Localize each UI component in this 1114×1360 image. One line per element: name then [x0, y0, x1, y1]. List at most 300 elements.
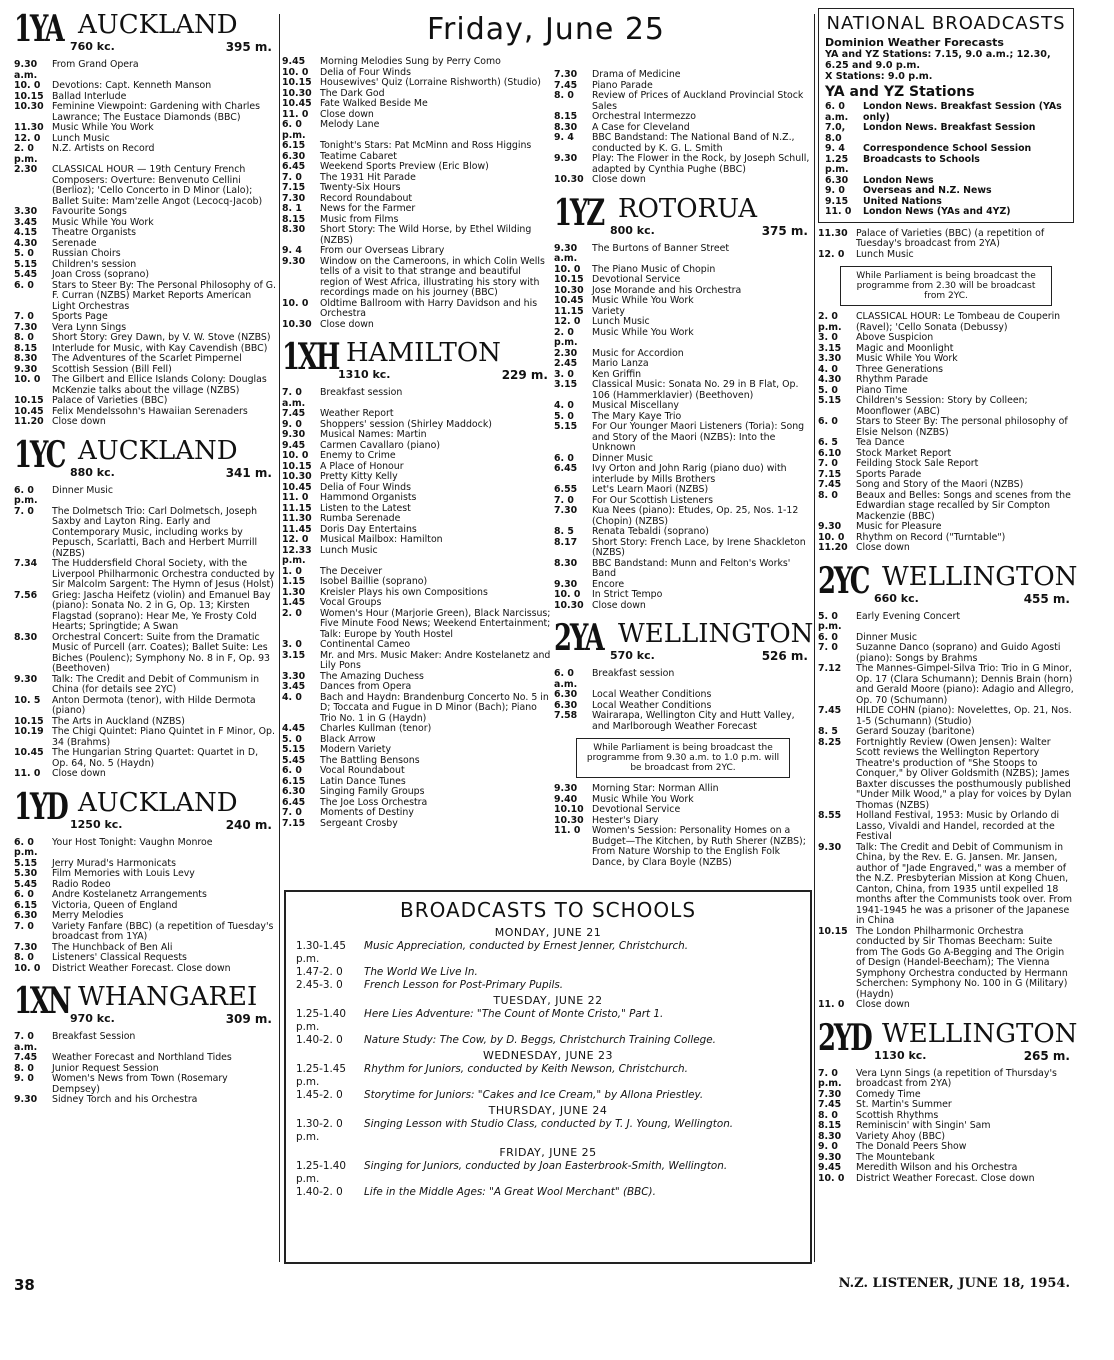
programme-time: 1.45: [282, 597, 306, 608]
programme-title: Moments of Destiny: [320, 807, 414, 818]
school-time: 1.47-2. 0: [296, 966, 343, 978]
programme-title: Holland Festival, 1953: Music by Orlando di Lasso, Vivaldi and Handel, recorded at the Festival: [856, 810, 1060, 842]
programme-title: Latin Dance Tunes: [320, 775, 406, 787]
programme-title: Orchestral Intermezzo: [592, 111, 696, 122]
national-broadcasts-title: NATIONAL BROADCASTS: [826, 13, 1066, 34]
programme-entry: [14, 964, 276, 975]
station-wavelength: 526 m.: [761, 649, 808, 663]
programme-entry: [282, 320, 552, 331]
programme-time: 4. 0: [282, 691, 302, 703]
programme-entry: [554, 527, 812, 538]
station-city: ROTORUA: [618, 193, 758, 224]
programme-title: Early Evening Concert: [856, 610, 960, 622]
programme-title: Meredith Wilson and his Orchestra: [856, 1162, 1018, 1173]
programme-entry: [282, 430, 552, 441]
station-frequency: 800 kc.: [610, 223, 655, 237]
school-broadcast: [296, 1008, 800, 1034]
school-subject: Rhythm for Juniors, conducted by Keith Newson, Christchurch.: [364, 1063, 688, 1075]
programme-title: Music While You Work: [592, 326, 694, 338]
station-block: [554, 617, 812, 868]
programme-title: Film Memories with Louis Levy: [52, 868, 195, 879]
programme-time: 7.58: [554, 710, 578, 721]
programme-title: The Burtons of Banner Street: [592, 242, 730, 254]
programme-title: Continental Cameo: [320, 639, 411, 650]
station-call-sign: 1YZ: [554, 191, 603, 234]
programme-time: 5. 0: [818, 384, 838, 396]
programme-time: 9.30: [554, 578, 578, 590]
programme-time: 7. 0: [282, 171, 302, 183]
programme-time: 6.30: [554, 689, 578, 700]
programme-entry: [825, 155, 1067, 176]
programme-entry: [818, 1163, 1074, 1174]
programme-time: 3.45: [282, 681, 306, 692]
school-day-heading: TUESDAY, JUNE 22: [493, 994, 603, 1007]
programme-title: Music for Pleasure: [856, 521, 942, 532]
programme-title: Radio Rodeo: [52, 878, 111, 890]
station-header: [282, 336, 552, 388]
programme-title: The Chigi Quintet: Piano Quintet in F Minor, Op. 34 (Brahms): [52, 726, 275, 748]
programme-entry: [818, 727, 1074, 738]
programme-time: 7. 0: [14, 505, 34, 517]
programme-time: 10.15: [818, 925, 848, 937]
programme-time: 3.30: [818, 353, 842, 364]
programme-entry: [818, 706, 1074, 727]
programme-time: 5.30: [14, 868, 38, 879]
programme-title: Oldtime Ballroom with Harry Davidson and his Orchestra: [320, 297, 538, 319]
page-date-title: Friday, June 25: [426, 12, 666, 47]
programme-entry: [282, 472, 552, 483]
weather-forecasts-heading: Dominion Weather Forecasts: [825, 36, 1004, 49]
programme-title: Dinner Music: [52, 484, 113, 496]
programme-title: Shoppers' session (Shirley Maddock): [320, 418, 492, 430]
programme-entry: [818, 643, 1074, 664]
programme-title: BBC Bandstand: The National Band of N.Z., conducted by K. G. L. Smith: [592, 132, 795, 154]
programme-time: 7.45: [282, 408, 306, 419]
programme-title: The Hungarian String Quartet: Quartet in D, Op. 64, No. 5 (Haydn): [52, 747, 259, 769]
station-header: [818, 1016, 1078, 1069]
programme-time: 3.30: [14, 206, 38, 217]
programme-time: 10.45: [14, 747, 44, 758]
programme-title: Lunch Music: [320, 544, 378, 556]
programme-title: Close down: [592, 174, 646, 185]
programme-list: [14, 60, 276, 428]
programme-title: Talk: The Credit and Debit of Communism in China (for details see 2YC): [52, 673, 260, 695]
programme-title: London News. Breakfast Session (YAs only): [863, 101, 1062, 123]
programme-title: St. Martin's Summer: [856, 1099, 952, 1110]
programme-time: 5.15: [282, 744, 306, 755]
programme-entry: [282, 609, 552, 641]
programme-title: Carmen Cavallaro (piano): [320, 439, 440, 451]
programme-title: Morning Melodies Sung by Perry Como: [320, 56, 501, 67]
programme-time: 8.15: [14, 342, 38, 354]
programme-title: N.Z. Artists on Record: [52, 143, 155, 154]
programme-title: Review of Prices of Auckland Provincial Stock Sales: [592, 90, 804, 112]
programme-time: 8.30: [554, 557, 578, 569]
programme-title: Devotional Service: [592, 804, 681, 815]
programme-time: 7.34: [14, 558, 38, 569]
programme-title: HILDE COHN (piano): Novelettes, Op. 21, Nos. 1-5 (Schumann) (Studio): [856, 705, 1072, 727]
programme-title: Joan Cross (soprano): [52, 269, 150, 280]
programme-entry: [818, 843, 1074, 927]
programme-entry: [554, 275, 812, 286]
programme-entry: [818, 1174, 1074, 1185]
programme-time: 11.45: [282, 523, 312, 535]
programme-time: 9. 0: [14, 1073, 34, 1084]
programme-title: Comedy Time: [856, 1088, 921, 1100]
programme-entry: [554, 805, 812, 816]
programme-entry: [818, 1000, 1074, 1011]
school-subject: Here Lies Adventure: "The Count of Monte Cristo," Part 1.: [364, 1008, 664, 1020]
programme-title: The Joe Loss Orchestra: [320, 796, 428, 808]
programme-title: The Mountebank: [856, 1151, 935, 1163]
programme-title: Close down: [856, 542, 910, 553]
programme-title: Enemy to Crime: [320, 450, 396, 461]
programme-title: Overseas and N.Z. News: [863, 185, 992, 196]
programme-time: 10.15: [14, 395, 44, 406]
programme-entry: [14, 281, 276, 313]
programme-title: Breakfast Session: [52, 1031, 136, 1042]
programme-entry: [14, 1074, 276, 1095]
programme-time: 10.10: [554, 804, 584, 815]
programme-time: 9.30: [818, 521, 842, 532]
programme-title: Ballad Interlude: [52, 90, 127, 102]
programme-title: CLASSICAL HOUR — 19th Century French Composers: Overture: Benvenuto Cellini (Berlioz); 'Cello Concerto in D Minor (Lalo); Ballet Suite: Mam'zelle Angot (Lecocq-Jacob): [52, 164, 263, 207]
programme-time: 8.15: [818, 1120, 842, 1131]
programme-title: For Our Younger Maori Listeners (Toria): Song and Story of the Maori (NZBS): Into the Unknown: [592, 421, 805, 453]
column-4: [818, 8, 1078, 1184]
programme-entry: [825, 207, 1067, 218]
programme-time: 8. 1: [282, 203, 302, 214]
station-city: AUCKLAND: [78, 10, 238, 40]
programme-entry: [554, 380, 812, 401]
school-time: 1.40-2. 0: [296, 1186, 343, 1198]
programme-entry: [14, 953, 276, 964]
programme-time: 8.17: [554, 536, 578, 548]
school-time: 1.45-2. 0: [296, 1089, 343, 1101]
programme-entry: [818, 612, 1074, 633]
school-time: 1.25-1.45 p.m.: [296, 1063, 347, 1088]
programme-title: Fate Walked Beside Me: [320, 98, 428, 109]
programme-title: Talk: The Credit and Debit of Communism in China, by the Rev. E. G. Jansen. Mr. Jansen, author of "Jade Engraved," was a member of the N.Z. Presbyterian Mission at Kong Chuen, Canton, China, from 1935 until expelled 18 months after the Communists took over. From 1941-1945 he was a prisoner of the Japanese in China: [856, 841, 1073, 926]
national-broadcasts-box: [818, 8, 1074, 223]
programme-entry: [818, 375, 1074, 386]
programme-title: Breakfast session: [592, 668, 675, 679]
school-day-heading: WEDNESDAY, JUNE 23: [482, 1049, 614, 1062]
programme-time: 7.12: [818, 663, 842, 674]
programme-entry: [282, 535, 552, 546]
station-wavelength: 455 m.: [1023, 591, 1070, 606]
programme-time: 7.56: [14, 589, 38, 601]
programme-title: Devotions: Capt. Kenneth Manson: [52, 80, 212, 91]
programme-title: Gerard Souzay (baritone): [856, 726, 975, 737]
programme-title: The Dark God: [320, 87, 385, 99]
programme-entry: [14, 633, 276, 675]
programme-title: Twenty-Six Hours: [320, 182, 401, 193]
programme-time: 8. 0: [818, 489, 838, 501]
programme-title: Play: The Flower in the Rock, by Joseph Schull, adapted by Cynthia Pughe (BBC): [592, 153, 810, 175]
programme-title: Encore: [592, 578, 625, 590]
station-header: [554, 192, 812, 244]
programme-entry: [14, 123, 276, 134]
programme-time: 6. 0 p.m.: [14, 484, 38, 506]
programme-time: 7. 0: [818, 642, 838, 653]
programme-title: Short Story: Grey Dawn, by V. W. Stove (NZBS): [52, 332, 271, 343]
programme-time: 7.45: [554, 79, 578, 91]
programme-entry: [554, 133, 812, 154]
programme-title: Modern Variety: [320, 744, 392, 755]
programme-list: [818, 1069, 1074, 1185]
programme-time: 5.15: [14, 857, 38, 869]
station-wavelength: 309 m.: [225, 1012, 272, 1026]
programme-entry: [282, 409, 552, 420]
programme-title: Vocal Roundabout: [320, 765, 405, 776]
programme-time: 2.30: [14, 164, 38, 175]
programme-time: 7. 0: [14, 311, 34, 322]
programme-entry: [14, 396, 276, 407]
page-number: 38: [14, 1276, 35, 1294]
programme-title: Music from Films: [320, 213, 399, 225]
programme-entry: [14, 486, 276, 507]
programme-time: 8.30: [282, 224, 306, 235]
programme-entry: [282, 787, 552, 798]
station-city: AUCKLAND: [78, 435, 238, 466]
programme-time: 6. 0: [282, 765, 302, 776]
programme-entry: [818, 333, 1074, 344]
programme-title: Felix Mendelssohn's Hawaiian Serenaders: [52, 405, 248, 417]
programme-time: 2.45: [554, 358, 578, 369]
station-frequency: 570 kc.: [610, 649, 655, 662]
programme-title: Morning Star: Norman Allin: [592, 783, 719, 794]
programme-title: Charles Kullman (tenor): [320, 723, 432, 734]
programme-time: 5. 0: [14, 248, 34, 259]
programme-time: 5.45: [14, 269, 38, 280]
programme-time: 6.45: [282, 161, 306, 172]
station-frequency: 760 kc.: [70, 40, 115, 53]
programme-entry: [14, 869, 276, 880]
programme-entry: [818, 811, 1074, 843]
programme-title: Weather Forecast and Northland Tides: [52, 1052, 232, 1063]
programme-time: 10.30: [554, 814, 584, 826]
programme-time: 12. 0: [14, 132, 41, 144]
programme-title: Close down: [592, 599, 646, 611]
programme-title: Women's Session: Personality Homes on a Budget—The Kitchen, by Ruth Sherer (NZBS); From Nature Worship to the English Folk Dance, by Clara Boyle (NZBS): [592, 825, 806, 868]
school-subject: Nature Study: The Cow, by D. Beggs, Christchurch Training College.: [364, 1034, 716, 1046]
school-broadcast: [296, 1034, 800, 1047]
programme-time: 11. 0: [825, 206, 852, 217]
programme-time: 7.30: [818, 1088, 842, 1100]
programme-entry: [282, 388, 552, 409]
school-subject: French Lesson for Post-Primary Pupils.: [364, 979, 564, 991]
programme-title: Women's Hour (Marjorie Green), Black Narcissus; Five Minute Food News; Weekend Entertainment; Talk: Europe by Youth Hostel: [320, 607, 551, 640]
programme-title: Singing Family Groups: [320, 786, 425, 797]
programme-entry: [14, 591, 276, 633]
programme-time: 7. 0: [14, 920, 34, 932]
programme-time: 8. 0: [554, 90, 574, 101]
programme-time: 10.45: [282, 481, 312, 493]
programme-title: Serenade: [52, 237, 97, 249]
programme-time: 6. 0: [818, 416, 838, 427]
parliament-note: While Parliament is being broadcast the programme from 9.30 a.m. to 1.0 p.m. will be broadcast from 2YC.: [576, 738, 790, 778]
programme-title: Orchestral Concert: Suite from the Dramatic Music of Purcell (arr. Coates); Ballet Suite: Les Biches (Poulenc); Symphony No. 8 in F, Op. 93 (Beethoven): [52, 631, 270, 674]
school-subject: Life in the Middle Ages: "A Great Wool Merchant" (BBC).: [364, 1186, 656, 1198]
school-day-heading: FRIDAY, JUNE 25: [499, 1146, 597, 1159]
programme-time: 9.30 a.m.: [14, 59, 38, 81]
programme-entry: [14, 207, 276, 218]
programme-title: Lunch Music: [856, 248, 914, 260]
programme-title: Tonight's Stars: Pat McMinn and Ross Higgins: [320, 140, 532, 151]
programme-time: 9.30 a.m.: [554, 242, 578, 264]
programme-entry: [554, 401, 812, 412]
station-city: WELLINGTON: [882, 561, 1078, 592]
programme-entry: [818, 491, 1074, 523]
programme-entry: [14, 144, 276, 165]
programme-time: 9. 4: [282, 245, 302, 256]
programme-entry: [14, 312, 276, 323]
programme-entry: [282, 693, 552, 725]
programme-title: Children's session: [52, 258, 137, 270]
school-day-heading: THURSDAY, JUNE 24: [488, 1104, 608, 1117]
programme-title: Music While You Work: [592, 793, 694, 805]
programme-title: Interlude for Music, with Kay Cavendish (BBC): [52, 342, 268, 354]
programme-entry: [282, 299, 552, 320]
programme-time: 7.0, 8.0: [825, 122, 846, 144]
programme-time: 11.30: [282, 513, 312, 524]
station-wavelength: 341 m.: [225, 465, 272, 480]
school-subject: Singing Lesson with Studio Class, conducted by T. J. Young, Wellington.: [364, 1118, 734, 1130]
programme-time: 10.15: [554, 274, 584, 285]
programme-time: 3.15: [282, 649, 306, 661]
programme-time: 12. 0: [818, 248, 845, 260]
programme-entry: [825, 144, 1067, 155]
programme-title: Musical Names: Martin: [320, 429, 427, 440]
programme-title: Housewives' Quiz (Lorraine Rishworth) (Studio): [320, 77, 541, 88]
programme-time: 4.15: [14, 227, 38, 238]
station-wavelength: 395 m.: [225, 40, 272, 54]
programme-entry: [554, 112, 812, 123]
station-call-sign: 1XN: [14, 980, 70, 1022]
programme-entry: [282, 546, 552, 567]
programme-time: 7.45: [14, 1052, 38, 1063]
programme-time: 7.30: [554, 69, 578, 80]
programme-time: 9.30: [282, 255, 306, 267]
programme-time: 1. 0: [282, 565, 302, 577]
programme-title: Scottish Rhythms: [856, 1109, 939, 1121]
programme-title: Hammond Organists: [320, 492, 417, 503]
station-city: AUCKLAND: [78, 787, 238, 818]
programme-title: Vera Lynn Sings (a repetition of Thursday's broadcast from 2YA): [856, 1067, 1057, 1089]
programme-title: Sergeant Crosby: [320, 817, 398, 829]
school-time: 1.30-1.45 p.m.: [296, 940, 347, 965]
programme-title: Let's Learn Maori (NZBS): [592, 484, 709, 495]
programme-title: Piano Time: [856, 384, 908, 396]
station-block: [818, 1016, 1078, 1185]
programme-time: 9. 0: [825, 185, 845, 196]
programme-time: 6.45: [282, 796, 306, 808]
programme-entry: [818, 480, 1074, 491]
programme-entry: [554, 826, 812, 868]
programme-entry: [818, 543, 1074, 554]
schools-title: BROADCASTS TO SCHOOLS: [399, 898, 697, 922]
programme-entry: [554, 485, 812, 496]
programme-list: [818, 612, 1074, 1011]
programme-title: The Donald Peers Show: [856, 1141, 967, 1152]
programme-entry: [14, 1053, 276, 1064]
programme-title: Rumba Serenade: [320, 513, 401, 524]
station-header: [554, 617, 812, 669]
programme-title: Close down: [320, 318, 374, 330]
programme-time: 10. 0: [818, 1172, 845, 1184]
programme-time: 8. 0: [14, 1062, 34, 1074]
programme-title: Weekend Sports Preview (Eric Blow): [320, 161, 489, 172]
column-1: [14, 8, 276, 1106]
station-frequency: 1310 kc.: [338, 368, 391, 381]
programme-time: 2. 0: [282, 607, 302, 619]
programme-title: The Mary Kaye Trio: [592, 410, 682, 422]
parliament-note: While Parliament is being broadcast the programme from 2.30 will be broadcast from 2YC.: [840, 266, 1052, 306]
programme-entry: [282, 651, 552, 672]
programme-title: A Case for Cleveland: [592, 121, 690, 133]
programme-entry: [554, 328, 812, 349]
programme-title: Dinner Music: [856, 631, 917, 643]
programme-time: 11. 0: [282, 492, 309, 503]
programme-time: 8. 5: [554, 526, 574, 537]
programme-title: The Amazing Duchess: [320, 670, 424, 682]
station-block: [554, 192, 812, 612]
programme-time: 8. 0: [14, 952, 34, 963]
programme-time: 6.10: [818, 447, 842, 459]
programme-title: Theatre Organists: [52, 227, 137, 238]
programme-entry: [554, 175, 812, 186]
school-broadcast: [296, 1063, 800, 1089]
school-time: 2.45-3. 0: [296, 979, 343, 991]
programme-entry: [14, 769, 276, 780]
programme-time: 6. 0: [14, 889, 34, 900]
programme-title: Pretty Kitty Kelly: [320, 471, 398, 482]
station-call-sign: 1YD: [14, 785, 67, 828]
programme-time: 8. 0: [14, 332, 34, 343]
programme-entry: [282, 246, 552, 257]
programme-time: 10.15: [14, 90, 44, 102]
programme-entry: [818, 1100, 1074, 1111]
programme-entry: [554, 669, 812, 690]
schools-schedule: [296, 926, 800, 1199]
station-header: [14, 786, 276, 838]
programme-entry: [14, 559, 276, 591]
school-broadcast: [296, 1186, 800, 1199]
programme-time: 8.30: [554, 121, 578, 133]
programme-time: 6.30: [14, 910, 38, 921]
programme-entry: [282, 57, 552, 68]
programme-title: Andre Kostelanetz Arrangements: [52, 889, 207, 900]
programme-title: Kua Nees (piano): Etudes, Op. 25, Nos. 1-12 (Chopin) (NZBS): [592, 505, 799, 527]
programme-time: 4.45: [282, 723, 306, 734]
programme-title: Window on the Cameroons, in which Colin Wells tells of a visit to that strange and beautiful region of West Africa, illustrating his story with recordings made on his journey (BBC): [320, 255, 545, 298]
programme-time: 9.30: [14, 673, 38, 685]
programme-title: Dinner Music: [592, 452, 653, 464]
programme-time: 10.30: [554, 174, 584, 185]
programme-time: 6.15: [282, 140, 306, 151]
programme-time: 10. 5: [14, 694, 41, 706]
programme-title: Kreisler Plays his own Compositions: [320, 586, 488, 598]
programme-time: 6.15: [14, 899, 38, 911]
programme-time: 7. 0: [818, 458, 838, 469]
programme-entry: [14, 507, 276, 560]
programme-time: 5. 0 p.m.: [818, 610, 842, 632]
programme-time: 7.45: [818, 1099, 842, 1110]
programme-entry: [282, 120, 552, 141]
programme-title: Russian Choirs: [52, 248, 121, 259]
programme-time: 5.15: [14, 258, 38, 270]
